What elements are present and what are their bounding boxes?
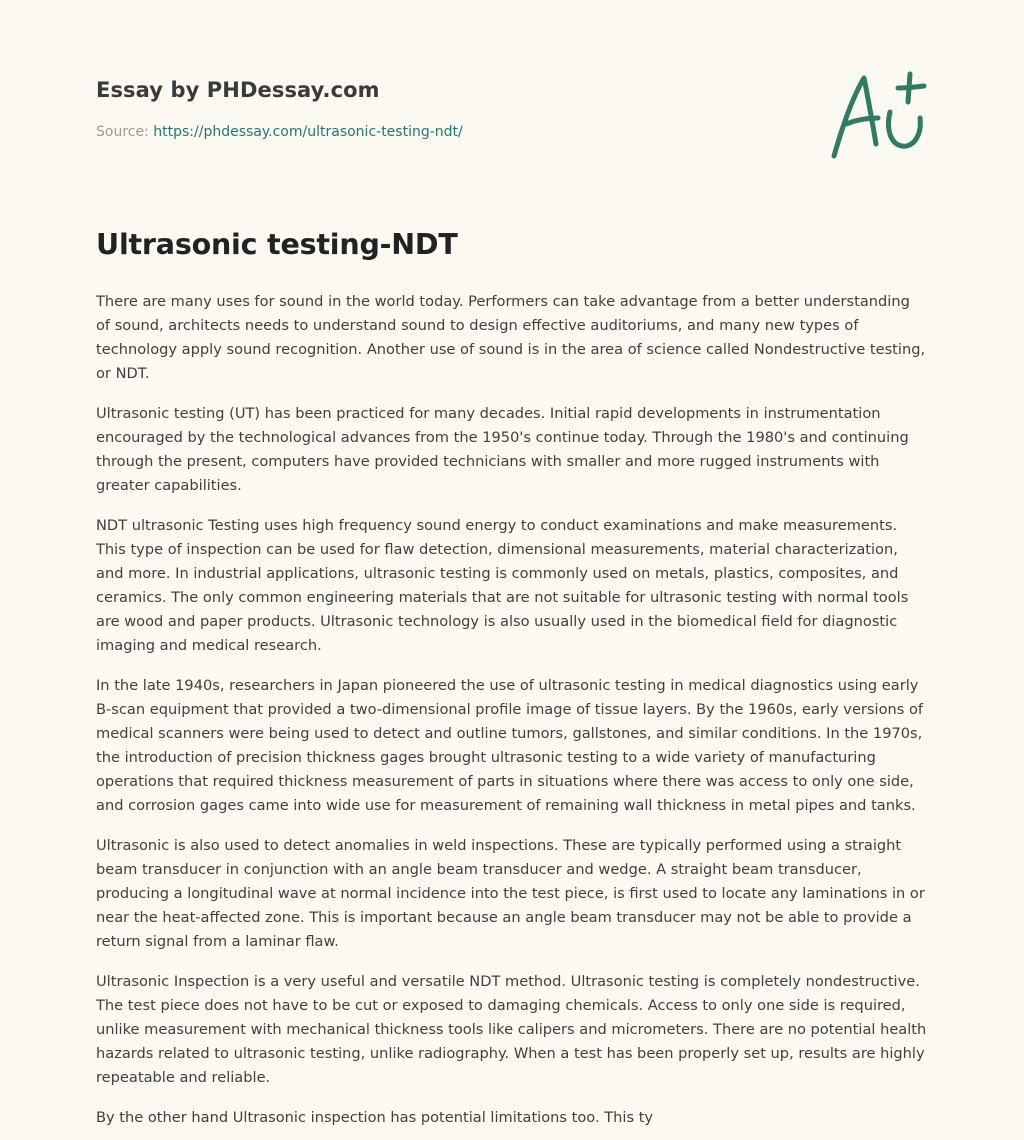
page-header: [96, 0, 928, 200]
essay-paragraph: Ultrasonic Inspection is a very useful and versatile NDT method. Ultrasonic testing is completely nondestructive. The test piece does not have to be cut or exposed to damaging chemicals. Access to only one side is required, unlike measurement with mechanical thickness tools like calipers and micrometers. There are no potential health hazards related to ultrasonic testing, unlike radiography. When a test has been properly set up, results are highly repeatable and reliable.: [96, 973, 927, 1086]
essay-title: Ultrasonic testing-NDT: [96, 228, 458, 261]
essay-paragraph: NDT ultrasonic Testing uses high frequency sound energy to conduct examinations and make measurements. This type of inspection can be used for flaw detection, dimensional measurements, material characterization, and more. In industrial applications, ultrasonic testing is commonly used on metals, plastics, composites, and ceramics. The only common engineering materials that are not suitable for ultrasonic testing with normal tools are wood and paper products. Ultrasonic technology is also usually used in the biomedical field for diagnostic imaging and medical research.: [96, 517, 909, 654]
essay-paragraph: There are many uses for sound in the world today. Performers can take advantage from a better understanding of sound, architects needs to understand sound to design effective auditoriums, and many new types of technology apply sound recognition. Another use of sound is in the area of science called Nondestructive testing, or NDT.: [96, 293, 926, 382]
essay-paragraph: Ultrasonic testing (UT) has been practiced for many decades. Initial rapid developments in instrumentation encouraged by the technological advances from the 1950's continue today. Through the 1980's and continuing through the present, computers have provided technicians with smaller and more rugged instruments with greater capabilities.: [96, 405, 909, 494]
a-plus-grade-icon: [828, 68, 928, 164]
source-link[interactable]: https://phdessay.com/ultrasonic-testing-ndt/: [153, 124, 463, 140]
site-title: Essay by PHDessay.com: [96, 78, 380, 102]
essay-content: [96, 290, 928, 1130]
essay-paragraph-truncated: By the other hand Ultrasonic inspection has potential limitations too. This ty: [96, 1109, 654, 1126]
essay-paragraph: Ultrasonic is also used to detect anomalies in weld inspections. These are typically performed using a straight beam transducer in conjunction with an angle beam transducer and wedge. A straight beam transducer, producing a longitudinal wave at normal incidence into the test piece, is first used to locate any laminations in or near the heat-affected zone. This is important because an angle beam transducer may not be able to provide a return signal from a laminar flaw.: [96, 837, 925, 950]
source-line: [96, 124, 463, 140]
essay-paragraph: In the late 1940s, researchers in Japan pioneered the use of ultrasonic testing in medical diagnostics using early B-scan equipment that provided a two-dimensional profile image of tissue layers. By the 1960s, early versions of medical scanners were being used to detect and outline tumors, gallstones, and similar conditions. In the 1970s, the introduction of precision thickness gages brought ultrasonic testing to a wide variety of manufacturing operations that required thickness measurement of parts in situations where there was access to only one side, and corrosion gages came into wide use for measurement of remaining wall thickness in metal pipes and tanks.: [96, 677, 924, 814]
source-label: Source:: [96, 124, 154, 140]
